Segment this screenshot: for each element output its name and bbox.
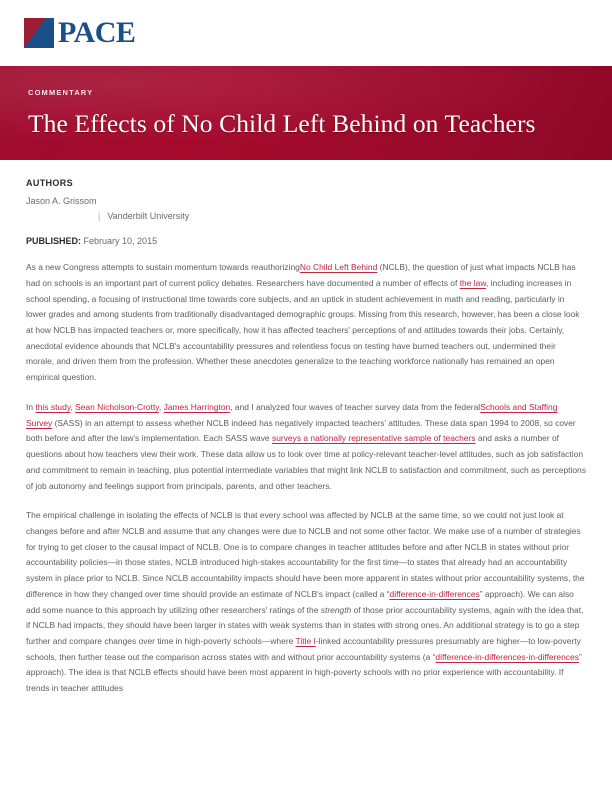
article-metadata: [0, 160, 612, 246]
body-link[interactable]: difference-in-differences: [389, 588, 480, 599]
body-text: (SASS) in an attempt to assess whether NCLB indeed has negatively impacted teachers' attitudes. These data span 1994 to 2008, so cover both before and after the law's implementation. Each SASS wave: [26, 417, 576, 444]
body-text: ” approach). The idea is that NCLB effects should have been most apparent in high-poverty schools with no prior experience with accountability. If trends in teacher attitudes: [26, 651, 582, 694]
body-link[interactable]: the law: [459, 277, 486, 288]
published-line: [26, 236, 586, 246]
author-row: [26, 194, 586, 223]
pace-logo[interactable]: [24, 18, 135, 48]
body-text: (NCLB), the question of just what impacts NCLB has had on schools is an important part of current policy debates. Researchers have documented a number of effects of: [26, 262, 576, 288]
body-link[interactable]: Schools and Staffing Survey: [26, 401, 558, 428]
body-text: ,: [158, 401, 164, 412]
body-text: As a new Congress attempts to sustain momentum towards reauthorizing: [26, 262, 300, 273]
body-text: , and I analyzed four waves of teacher survey data from the federal: [230, 401, 481, 412]
body-paragraph: [26, 400, 586, 494]
emphasis-text: strength: [320, 604, 352, 615]
body-link[interactable]: No Child Left Behind: [299, 262, 378, 273]
body-link[interactable]: Sean Nicholson-Crotty: [75, 401, 159, 412]
body-link[interactable]: surveys a nationally representative sample of teachers: [271, 433, 476, 444]
author-separator-wrap: [98, 194, 189, 223]
body-paragraph: [26, 508, 586, 697]
body-text: , including increases in school spending, a focusing of instructional time towards core subjects, and an uptick in student achievement in math and reading, particularly in lower grades and among students from traditionally disadvantaged demographic groups. Missing from this research, however, has been a close look at how NCLB has impacted teachers or, more specifically, how it has affected teachers' perceptions of and attitudes towards their jobs. Certainly, anecdotal evidence abounds that NCLB's accountability pressures and relentless focus on testing have burned teachers out, undermined their morale, and driven them from the profession. Whether these anecdotes generalize to the teaching workforce nationally has remained an open empirical question.: [26, 277, 580, 383]
title-banner: [0, 66, 612, 160]
body-link[interactable]: difference-in-differences-in-differences: [435, 651, 579, 662]
body-paragraph: [26, 260, 586, 386]
body-text: of those prior accountability systems, again with the idea that, if NCLB had impacts, they should have been larger in states with weak systems than in states with strong ones. An additional strategy is to go a step further and compare changes over time in high-poverty schools—where: [26, 604, 584, 646]
body-link[interactable]: this study: [35, 401, 71, 412]
body-link[interactable]: James Harrington: [163, 401, 231, 412]
body-text: -linked accountability pressures presumably are higher—to low-poverty schools, then further tease out the comparison across states with and without prior accountability systems (a “: [26, 635, 581, 662]
body-link[interactable]: Title I: [295, 635, 316, 646]
pace-logo-mark-icon: [24, 18, 54, 48]
author-separator: |: [98, 210, 101, 221]
pace-logo-wordmark: PACE: [58, 16, 136, 49]
body-text: The empirical challenge in isolating the effects of NCLB is that every school was affected by NCLB at the same time, so we could not just look at changes before and after NCLB and assume that any changes were due to NCLB and not some other factor. We make use of a number of strategies for trying to get closer to the causal impact of NCLB. One is to compare changes in teacher attitudes before and after NCLB in states without prior accountability policies—in those states, NCLB introduced high-stakes accountability for the first time—to states that already had an accountability system in place prior to NCLB. Since NCLB accountability impacts should have been more apparent in states without prior accountability systems, the difference in how they changed over time should provide an estimate of NCLB's impact (called a “: [26, 510, 585, 599]
article-body: [0, 246, 612, 697]
published-date: February 10, 2015: [83, 236, 158, 247]
site-header: [0, 0, 612, 66]
page-title: The Effects of No Child Left Behind on Teachers: [28, 109, 536, 138]
author-name: Jason A. Grissom: [26, 196, 97, 206]
content-type-kicker: COMMENTARY: [28, 88, 94, 97]
author-affiliation: Vanderbilt University: [107, 210, 190, 221]
published-label: PUBLISHED:: [26, 236, 82, 247]
body-text: and asks a number of questions about how teachers view their work. These data allow us to look over time at policy-relevant teacher-level attitudes, such as job satisfaction and commitment to remain in teaching, plus potential intermediate variables that might link NCLB to satisfaction and commitment, such as perceptions of job autonomy and feelings support from principals, parents, and other teachers.: [26, 433, 586, 491]
body-text: In: [26, 401, 36, 412]
authors-heading: AUTHORS: [26, 178, 73, 188]
body-text: ” approach). We can also add some nuance to this approach by utilizing other researchers' ratings of the: [26, 588, 574, 615]
body-text: ,: [70, 401, 76, 412]
